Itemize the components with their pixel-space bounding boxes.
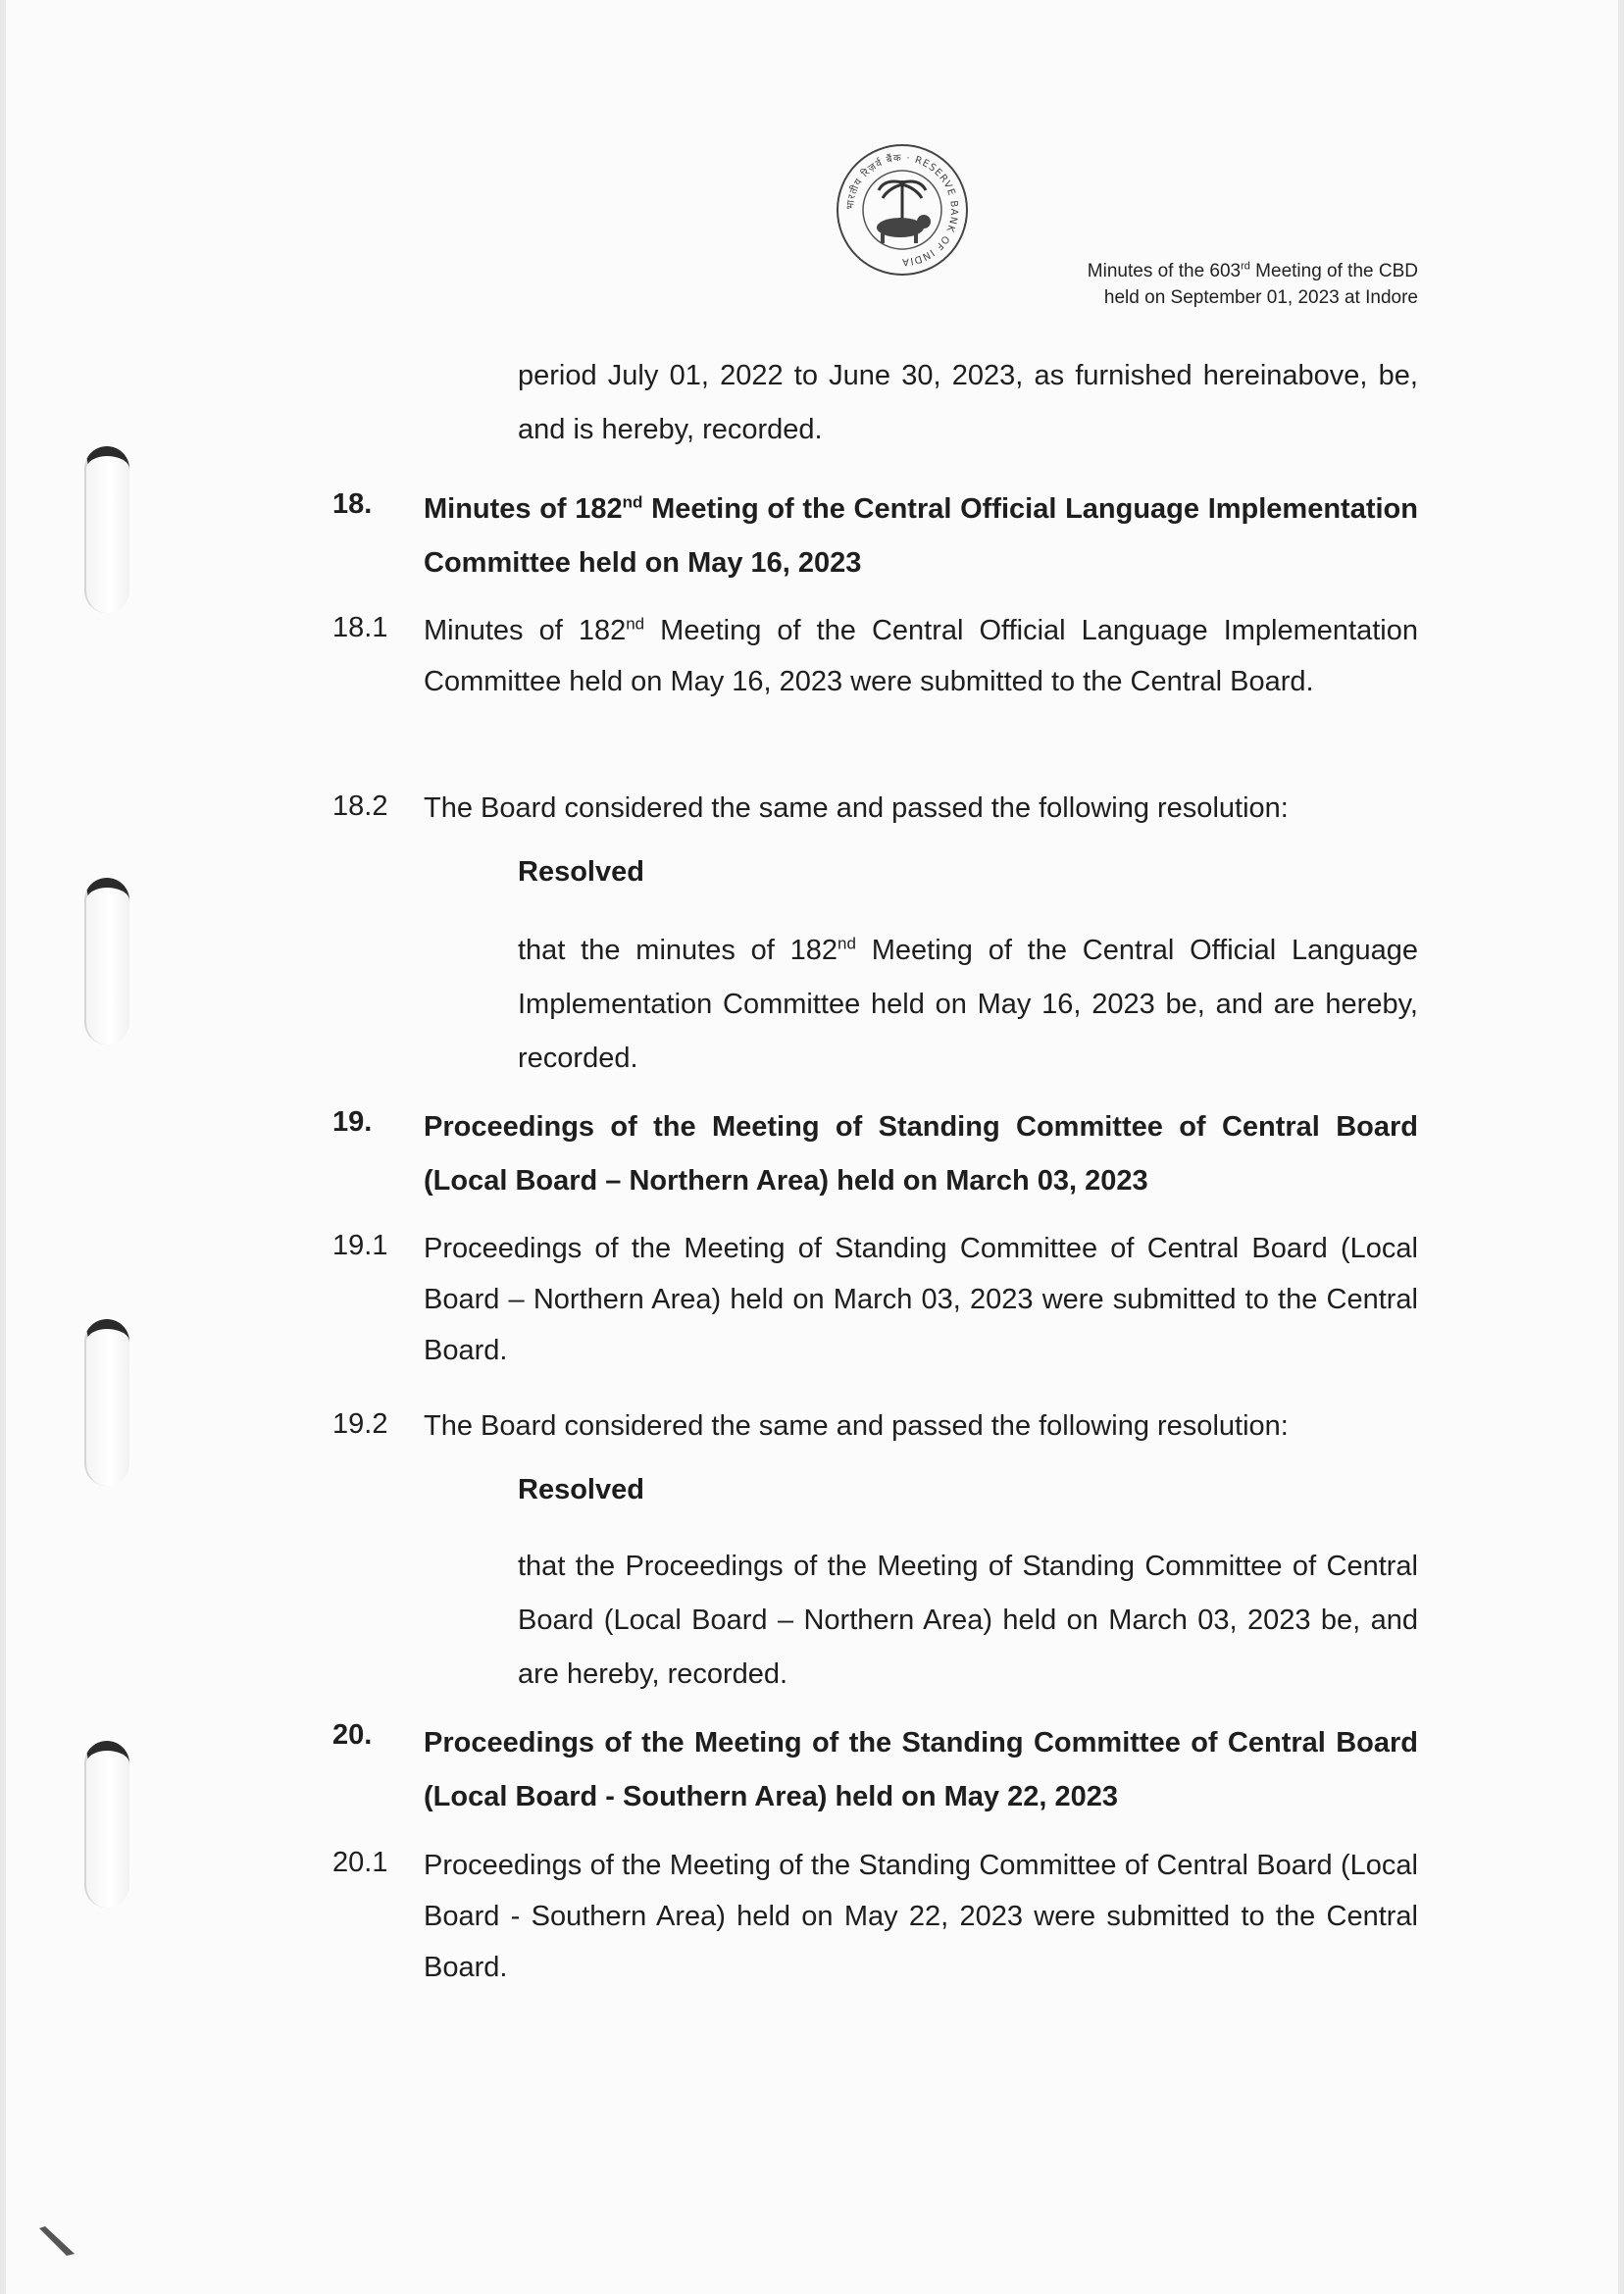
- item-19-title: Proceedings of the Meeting of Standing Committee of Central Board (Local Board – Northern Area) held on March 03, 2023: [424, 1111, 1418, 1197]
- item-19-2-number: 19.2: [332, 1408, 388, 1440]
- meeting-header-note: Minutes of the 603rd Meeting of the CBD held on September 01, 2023 at Indore: [1087, 260, 1418, 308]
- item-20-1-number: 20.1: [332, 1847, 388, 1878]
- item-19-resolved-heading: Resolved: [518, 1474, 644, 1505]
- item-20-1-paragraph: Proceedings of the Meeting of the Standing Committee of Central Board (Local Board - Southern Area) held on May 22, 2023 were submitted to the Central Board.: [424, 1850, 1418, 1983]
- item-19-2-paragraph: The Board considered the same and passed the following resolution:: [424, 1410, 1289, 1442]
- item-20-title: Proceedings of the Meeting of the Standing Committee of Central Board (Local Board - Southern Area) held on May 22, 2023: [424, 1727, 1418, 1812]
- item-18-2-number: 18.2: [332, 790, 388, 822]
- item-19-1-paragraph: Proceedings of the Meeting of Standing Committee of Central Board (Local Board – Northern Area) held on March 03, 2023 were submitted to the Central Board.: [424, 1233, 1418, 1366]
- corner-fold-mark: [37, 2226, 76, 2256]
- right-page-edge: [1618, 0, 1624, 2294]
- item-20-number: 20.: [332, 1719, 373, 1751]
- punch-hole: [84, 1319, 129, 1486]
- item-18-title: Minutes of 182nd Meeting of the Central Official Language Implementation Committee held on May 16, 2023: [424, 492, 1418, 579]
- punch-hole: [84, 878, 129, 1045]
- item-19-number: 19.: [332, 1106, 373, 1138]
- svg-text:भारतीय रिज़र्व बैंक · RESERVE: भारतीय रिज़र्व बैंक · RESERVE BANK OF INDIA: [844, 152, 960, 268]
- item-19-resolution: that the Proceedings of the Meeting of Standing Committee of Central Board (Local Board – Northern Area) held on March 03, 2023 be, and are hereby, recorded.: [518, 1551, 1418, 1690]
- punch-hole: [84, 1741, 129, 1908]
- item-18-1-paragraph: Minutes of 182nd Meeting of the Central Official Language Implementation Committee held on May 16, 2023 were submitted to the Central Board.: [424, 614, 1418, 697]
- item-18-resolved-heading: Resolved: [518, 856, 644, 888]
- item-18-resolution: that the minutes of 182nd Meeting of the Central Official Language Implementation Committee held on May 16, 2023 be, and are hereby, recorded.: [518, 934, 1418, 1074]
- carryover-paragraph: period July 01, 2022 to June 30, 2023, as furnished hereinabove, be, and is hereby, recorded.: [518, 360, 1418, 445]
- item-19-1-number: 19.1: [332, 1230, 388, 1261]
- punch-hole: [84, 446, 129, 613]
- item-18-number: 18.: [332, 488, 373, 520]
- rbi-seal-logo: [836, 143, 969, 277]
- item-18-2-paragraph: The Board considered the same and passed the following resolution:: [424, 792, 1289, 824]
- item-18-1-number: 18.1: [332, 612, 388, 643]
- left-page-edge: [0, 0, 6, 2294]
